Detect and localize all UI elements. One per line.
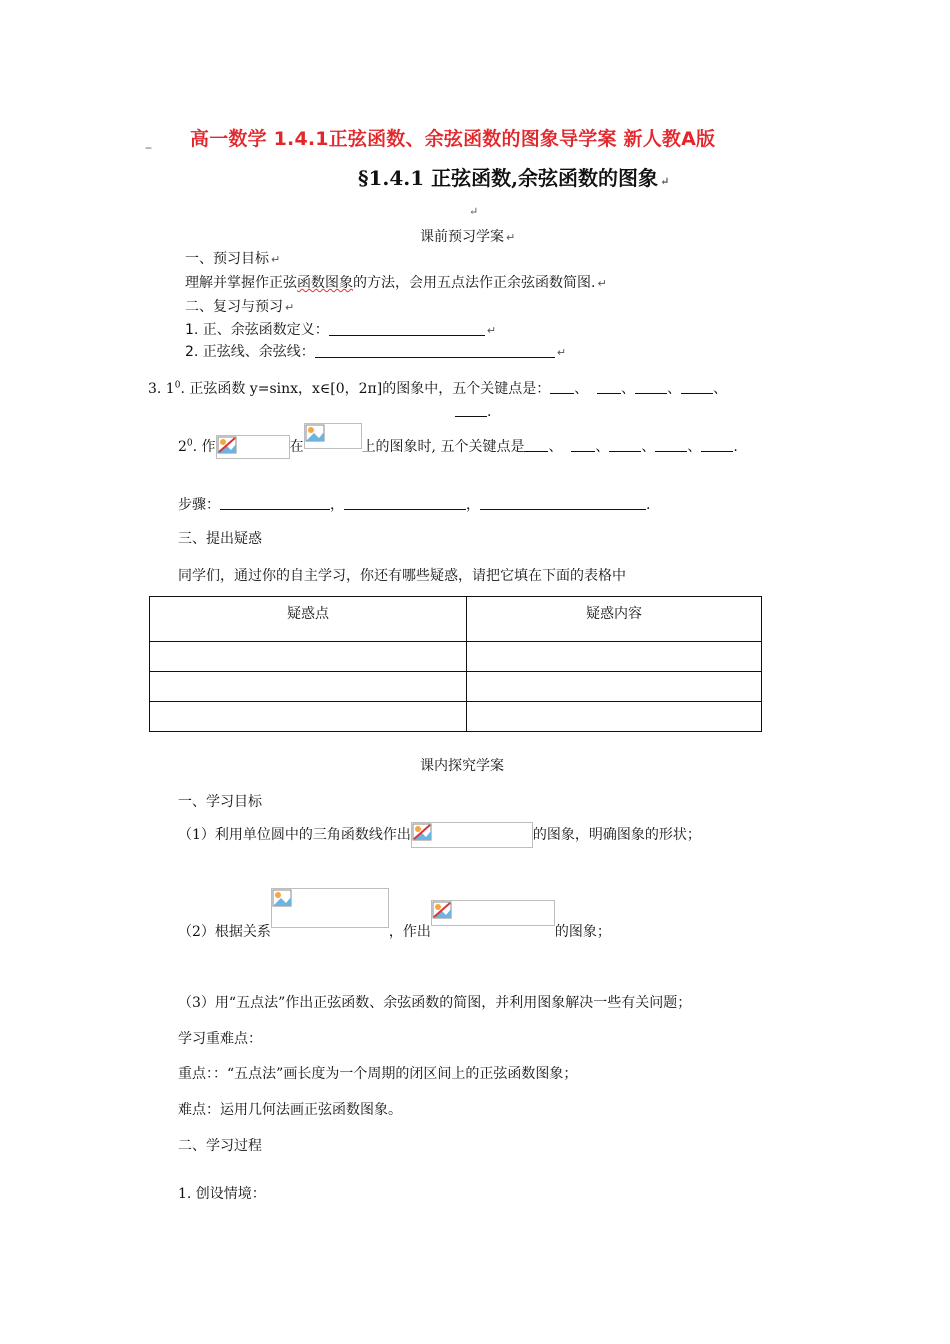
table-header-cell: 疑惑内容 xyxy=(467,597,762,642)
goal-1-text: （1）利用单位圆中的三角函数线作出 xyxy=(178,827,411,843)
separator: ， xyxy=(330,497,344,513)
goal-2-text: 的图象； xyxy=(554,924,611,940)
period: . xyxy=(733,439,738,455)
goal-1 xyxy=(178,822,701,848)
table-cell[interactable] xyxy=(150,642,467,672)
section-title xyxy=(358,162,669,191)
answer-blank[interactable] xyxy=(655,439,687,452)
preview-goal-heading xyxy=(185,248,280,268)
pre-heading xyxy=(420,226,515,246)
review-item-1 xyxy=(185,319,496,339)
goal-text-part: 的方法，会用五点法作正余弦函数简图. xyxy=(353,275,596,291)
steps-label: 步骤： xyxy=(178,497,220,513)
inclass-heading: 课内探究学案 xyxy=(420,758,504,774)
formula-image-icon xyxy=(304,423,362,449)
answer-blank[interactable] xyxy=(455,404,487,417)
doubt-instruction: 同学们，通过你的自主学习，你还有哪些疑惑，请把它填在下面的表格中 xyxy=(178,568,626,584)
process-heading: 二、学习过程 xyxy=(178,1138,262,1154)
review-item-3-cont xyxy=(455,404,491,420)
table-cell[interactable] xyxy=(150,702,467,732)
answer-blank[interactable] xyxy=(344,497,466,510)
review-item-2 xyxy=(185,341,566,361)
corner-mark: – xyxy=(145,140,152,156)
preview-goal-heading-text: 一、预习目标 xyxy=(185,251,269,267)
table-header-row xyxy=(150,597,762,642)
answer-blank[interactable] xyxy=(609,439,641,452)
table-row xyxy=(150,672,762,702)
key-point: 重点：：“五点法”画长度为一个周期的闭区间上的正弦函数图象； xyxy=(178,1066,578,1082)
return-mark-icon: ↵ xyxy=(506,231,516,244)
goal-2-text: ，作出 xyxy=(388,924,431,940)
separator: 、 xyxy=(641,439,656,455)
item2-0-superscript: 0 xyxy=(186,438,193,449)
item3-number: 3. 1 xyxy=(148,381,175,397)
separator: 、 xyxy=(595,439,610,455)
separator: 、 xyxy=(687,439,702,455)
learning-goal-heading: 一、学习目标 xyxy=(178,794,262,810)
answer-blank[interactable] xyxy=(597,381,621,394)
item3-superscript: 0 xyxy=(174,380,181,391)
item2-0-number: 2 xyxy=(178,439,187,455)
table-cell[interactable] xyxy=(467,642,762,672)
answer-blank[interactable] xyxy=(571,439,595,452)
table-cell[interactable] xyxy=(467,672,762,702)
answer-blank[interactable] xyxy=(524,439,548,452)
item2-0-text: 在 xyxy=(289,439,304,455)
steps-line xyxy=(178,494,650,514)
step-1: 1. 创设情境： xyxy=(178,1186,266,1202)
return-mark-icon: ↵ xyxy=(597,277,607,290)
review-item-2-text: 2. 正弦线、余弦线： xyxy=(185,344,315,360)
goal-text-part: 理解并掌握作正弦 xyxy=(185,275,297,291)
goal-2-text: （2）根据关系 xyxy=(178,924,271,940)
answer-blank[interactable] xyxy=(480,497,646,510)
document-title: 高一数学 1.4.1正弦函数、余弦函数的图象导学案 新人教A版 xyxy=(190,128,716,150)
table-cell[interactable] xyxy=(467,702,762,732)
separator: 、 xyxy=(548,439,563,455)
return-mark-icon: ↵ xyxy=(271,253,281,266)
separator: 、 xyxy=(667,381,682,397)
preview-goal-text xyxy=(185,272,607,292)
return-mark-icon: ↵ xyxy=(285,301,295,314)
pre-heading-text: 课前预习学案 xyxy=(420,229,504,245)
period: . xyxy=(646,497,651,513)
separator: 、 xyxy=(713,381,728,397)
formula-image-icon xyxy=(411,822,533,848)
answer-blank[interactable] xyxy=(681,381,713,394)
review-heading xyxy=(185,296,294,316)
table-row xyxy=(150,702,762,732)
key-points-heading: 学习重难点： xyxy=(178,1031,262,1047)
answer-blank[interactable] xyxy=(329,321,485,336)
table-row xyxy=(150,642,762,672)
item2-0-text: . 作 xyxy=(192,439,216,455)
formula-image-icon xyxy=(216,435,290,459)
doubt-table xyxy=(149,596,762,732)
review-item-1-text: 1. 正、余弦函数定义： xyxy=(185,322,329,338)
separator: 、 xyxy=(621,381,636,397)
review-heading-text: 二、复习与预习 xyxy=(185,299,283,315)
return-mark-icon: ↵ xyxy=(556,346,567,359)
section-title-text: §1.4.1 正弦函数,余弦函数的图象 xyxy=(358,166,659,190)
return-mark-icon: ↵ xyxy=(660,175,670,188)
separator: 、 xyxy=(574,381,589,397)
goal-2 xyxy=(178,888,611,941)
answer-blank[interactable] xyxy=(550,381,574,394)
answer-blank[interactable] xyxy=(315,343,555,358)
period: . xyxy=(487,404,492,420)
item2-0-text: 上的图象时, 五个关键点是 xyxy=(361,439,525,455)
answer-blank[interactable] xyxy=(220,497,330,510)
item3-text: . 正弦函数 y=sinx，x∈[0，2π]的图象中，五个关键点是： xyxy=(180,381,551,397)
review-item-3 xyxy=(148,378,727,398)
table-header-cell: 疑惑点 xyxy=(150,597,467,642)
goal-3: （3）用“五点法”作出正弦函数、余弦函数的简图，并利用图象解决一些有关问题； xyxy=(178,995,692,1011)
return-mark-icon: ↵ xyxy=(469,205,479,218)
difficult-point: 难点：运用几何法画正弦函数图象。 xyxy=(178,1102,402,1118)
formula-image-icon xyxy=(431,900,555,926)
answer-blank[interactable] xyxy=(635,381,667,394)
answer-blank[interactable] xyxy=(701,439,733,452)
goal-text-underlined: 函数图象 xyxy=(297,275,353,291)
goal-1-text: 的图象，明确图象的形状； xyxy=(532,827,701,843)
return-mark-icon: ↵ xyxy=(486,324,497,337)
separator: ， xyxy=(466,497,480,513)
formula-image-icon xyxy=(271,888,389,928)
table-cell[interactable] xyxy=(150,672,467,702)
review-item-2-0 xyxy=(178,423,738,459)
doubt-heading: 三、提出疑惑 xyxy=(178,531,262,547)
